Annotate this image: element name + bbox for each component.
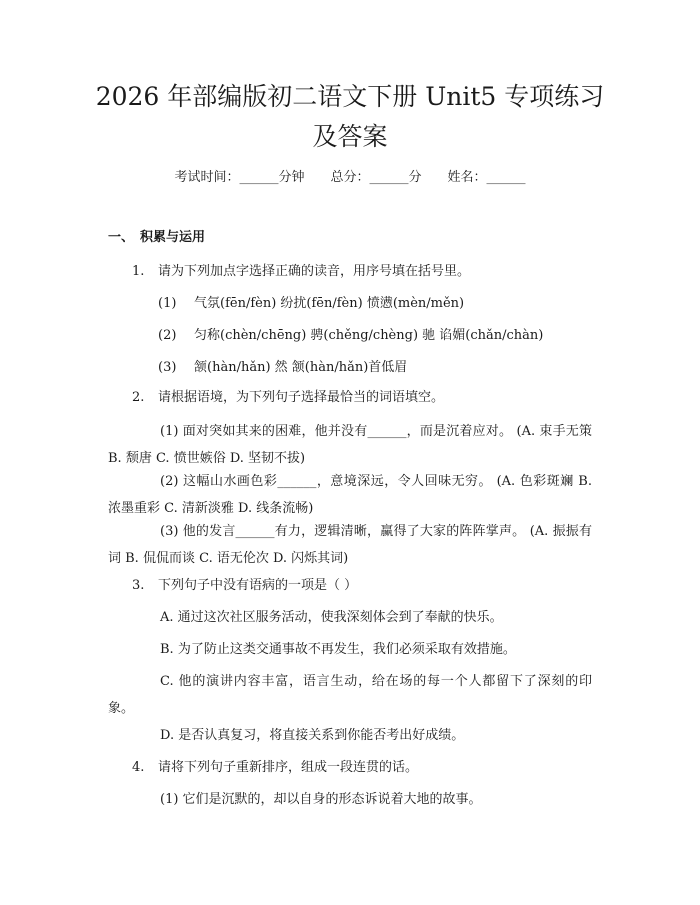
- question-4-item-1: (1) 它们是沉默的，却以自身的形态诉说着大地的故事。: [160, 792, 482, 807]
- question-text: 请将下列句子重新排序，组成一段连贯的话。: [158, 760, 419, 775]
- section-number: 一、: [108, 230, 135, 245]
- question-text: 请为下列加点字选择正确的读音，用序号填在括号里。: [158, 264, 471, 279]
- question-4: [132, 758, 418, 778]
- question-2-item-3: (3) 他的发言______有力，逻辑清晰，赢得了大家的阵阵掌声。 (A. 振振有词 B. 侃侃而谈 C. 语无伦次 D. 闪烁其词): [108, 524, 592, 566]
- exam-meta: [0, 168, 700, 188]
- question-3-option-d: D. 是否认真复习，将直接关系到你能否考出好成绩。: [160, 728, 465, 743]
- item-text: 颔(hàn/hǎn) 然 颔(hàn/hǎn)首低眉: [194, 360, 408, 375]
- question-3-option-a: A. 通过这次社区服务活动，使我深刻体会到了奉献的快乐。: [160, 610, 503, 625]
- section-title: 积累与运用: [140, 230, 206, 245]
- item-number: (2): [158, 328, 177, 343]
- question-3-option-c: C. 他的演讲内容丰富，语言生动，给在场的每一个人都留下了深刻的印象。: [108, 674, 592, 716]
- question-2-item-1: (1) 面对突如其来的困难，他并没有______，而是沉着应对。 (A. 束手无策 B. 颓唐 C. 愤世嫉俗 D. 坚韧不拔): [108, 424, 592, 466]
- question-1-item-1: [158, 294, 464, 314]
- item-number: (3): [158, 360, 177, 375]
- exam-time-label: 考试时间：______分钟: [174, 170, 305, 185]
- question-number: 3.: [132, 578, 145, 593]
- question-number: 1.: [132, 264, 145, 279]
- item-number: (1): [158, 296, 177, 311]
- question-1: [132, 262, 470, 282]
- question-number: 2.: [132, 390, 145, 405]
- item-text: 匀称(chèn/chēng) 骋(chěng/chèng) 驰 谄媚(chǎn/chàn): [194, 328, 544, 343]
- question-3-option-b: B. 为了防止这类交通事故不再发生，我们必须采取有效措施。: [160, 642, 516, 657]
- question-text: 下列句子中没有语病的一项是（ ）: [158, 578, 358, 593]
- question-1-item-2: [158, 326, 543, 346]
- question-number: 4.: [132, 760, 145, 775]
- total-score-label: 总分：______分: [330, 170, 422, 185]
- item-text: 气氛(fēn/fèn) 纷扰(fēn/fèn) 愤懑(mèn/měn): [194, 296, 465, 311]
- document-title: 2026 年部编版初二语文下册 Unit5 专项练习及答案: [95, 82, 605, 151]
- question-2: [132, 388, 444, 408]
- question-2-item-2: (2) 这幅山水画色彩______，意境深远，令人回味无穷。 (A. 色彩斑斓 B. 浓墨重彩 C. 清新淡雅 D. 线条流畅): [108, 474, 592, 516]
- student-name-label: 姓名：______: [447, 170, 526, 185]
- question-1-item-3: [158, 358, 407, 378]
- question-3: [132, 576, 357, 596]
- section-heading: [108, 228, 205, 248]
- question-text: 请根据语境，为下列句子选择最恰当的词语填空。: [158, 390, 445, 405]
